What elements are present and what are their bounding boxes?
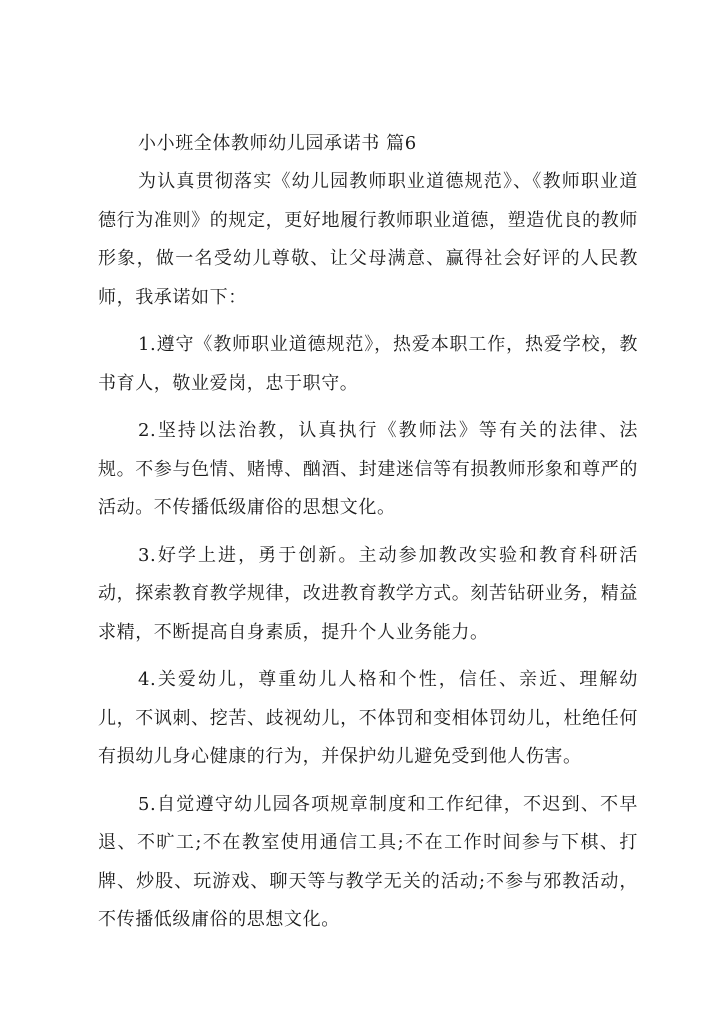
intro-paragraph: 为认真贯彻落实《幼儿园教师职业道德规范》、《教师职业道德行为准则》的规定，更好地履行教师职业道德，塑造优良的教师形象，做一名受幼儿尊敬、让父母满意、赢得社会好评的人民教师，我承诺如下： <box>98 171 638 308</box>
document-title: 小小班全体教师幼儿园承诺书 篇6 <box>138 133 417 154</box>
commitment-item-1: 1.遵守《教师职业道德规范》，热爱本职工作，热爱学校，教书育人，敬业爱岗，忠于职守。 <box>98 334 638 394</box>
commitment-item-2: 2.坚持以法治教，认真执行《教师法》等有关的法律、法规。不参与色情、赌博、酗酒、封建迷信等有损教师形象和尊严的活动。不传播低级庸俗的思想文化。 <box>98 420 638 518</box>
commitment-item-3: 3.好学上进，勇于创新。主动参加教改实验和教育科研活动，探索教育教学规律，改进教育教学方式。刻苦钻研业务，精益求精，不断提高自身素质，提升个人业务能力。 <box>98 544 638 643</box>
commitment-item-5: 5.自觉遵守幼儿园各项规章制度和工作纪律，不迟到、不早退、不旷工;不在教室使用通信工具;不在工作时间参与下棋、打牌、炒股、玩游戏、聊天等与教学无关的活动;不参与邪教活动，不传播低级庸俗的思想文化。 <box>98 793 638 930</box>
commitment-item-4: 4.关爱幼儿，尊重幼儿人格和个性，信任、亲近、理解幼儿，不讽刺、挖苦、歧视幼儿，不体罚和变相体罚幼儿，杜绝任何有损幼儿身心健康的行为，并保护幼儿避免受到他人伤害。 <box>98 669 638 767</box>
document-body <box>98 125 638 949</box>
